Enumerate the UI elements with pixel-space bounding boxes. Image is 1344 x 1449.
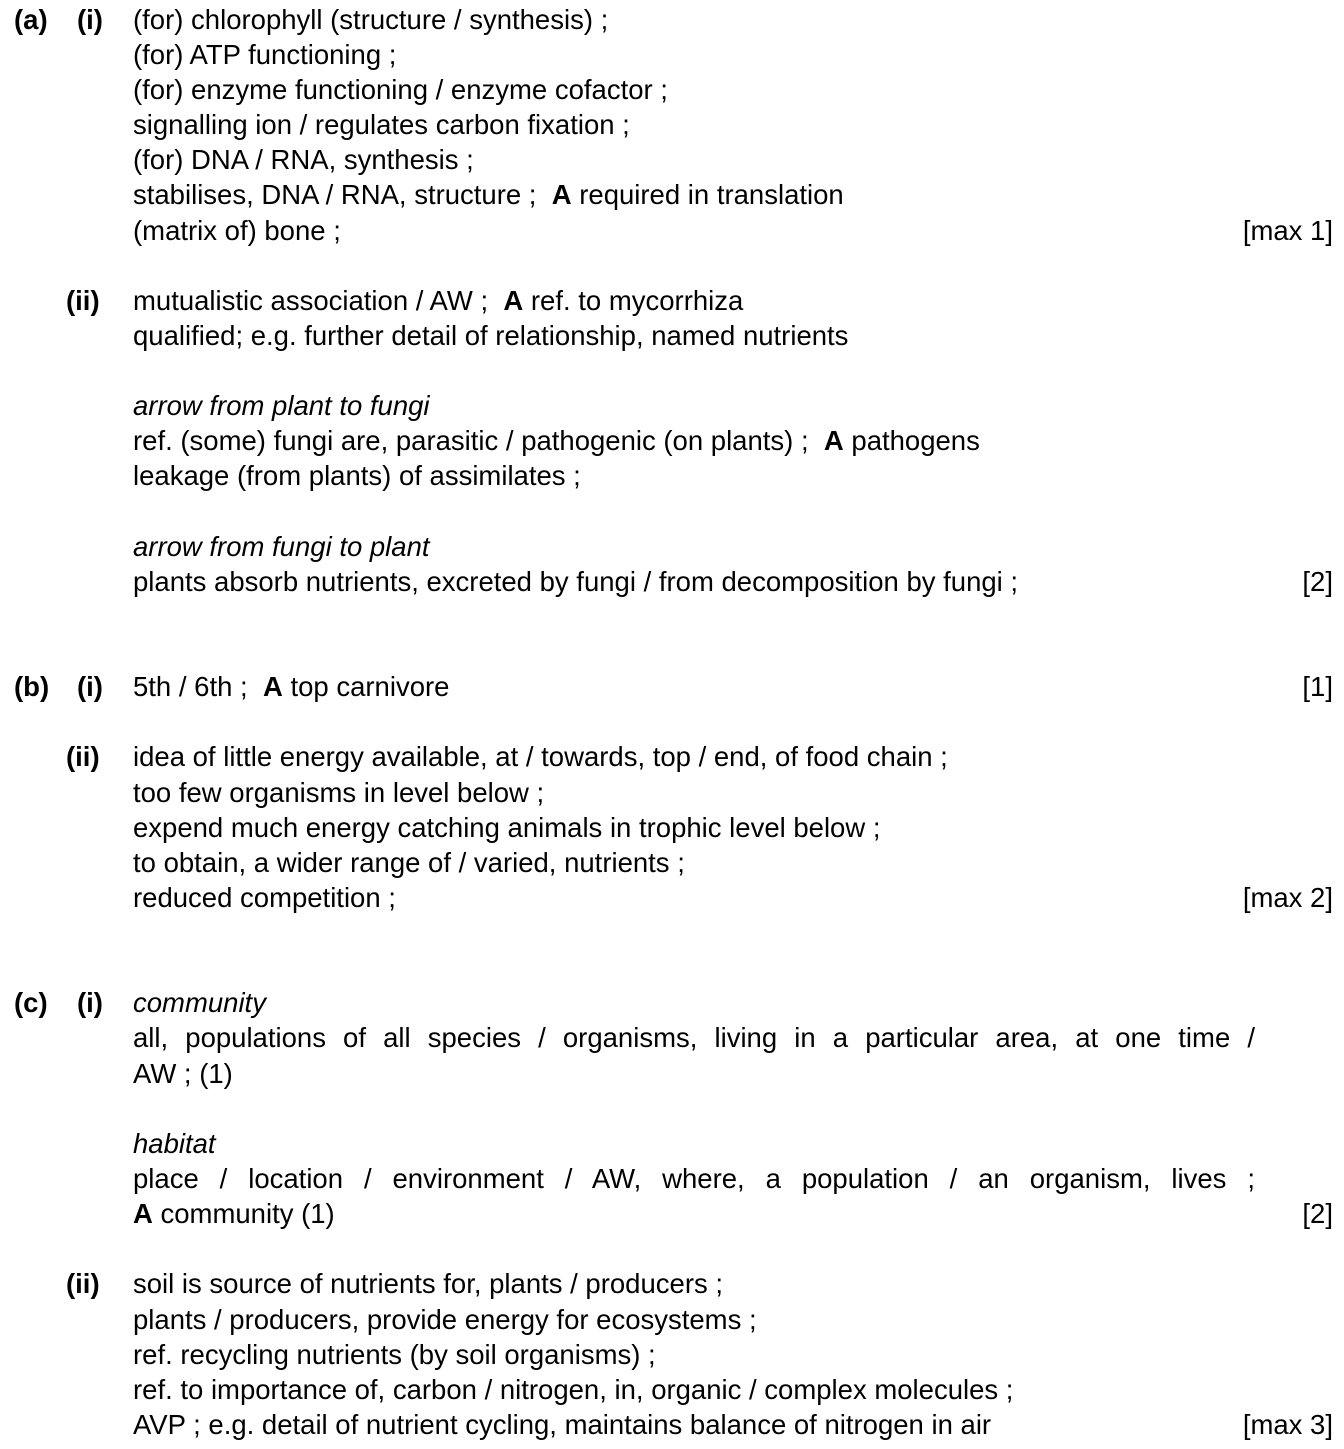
c-i-row-5 xyxy=(0,1161,1344,1196)
a-ii-mark: [2] xyxy=(1302,566,1333,597)
accept-marker: A xyxy=(503,285,524,316)
a-ii-accept-1: ref. to mycorrhiza xyxy=(530,285,744,316)
accept-marker: A xyxy=(823,425,844,456)
accept-marker: A xyxy=(551,179,572,210)
c-ii-answer-4: ref. to importance of, carbon / nitrogen, in, organic / complex molecules ; xyxy=(133,1374,1014,1405)
a-ii-answer-4: leakage (from plants) of assimilates ; xyxy=(133,460,581,491)
a-i-accept-text: required in translation xyxy=(579,179,844,210)
a-ii-heading-2: arrow from fungi to plant xyxy=(133,531,430,562)
accept-marker: A xyxy=(133,1198,153,1229)
a-i-row-4 xyxy=(0,107,1344,142)
a-ii-answer-1: mutualistic association / AW ; xyxy=(133,285,489,316)
c-i-row-6 xyxy=(0,1196,1344,1231)
c-i-row-4 xyxy=(0,1126,1344,1161)
c-ii-label: (ii) xyxy=(66,1268,100,1299)
b-i-accept-text: top carnivore xyxy=(290,671,450,702)
a-ii-answer-2: qualified; e.g. further detail of relationship, named nutrients xyxy=(133,320,849,351)
c-ii-row-2 xyxy=(0,1302,1344,1337)
c-ii-answer-2: plants / producers, provide energy for ecosystems ; xyxy=(133,1304,757,1335)
b-ii-row-3 xyxy=(0,810,1344,845)
b-ii-answer-4: to obtain, a wider range of / varied, nutrients ; xyxy=(133,847,685,878)
c-ii-row-5 xyxy=(0,1407,1344,1442)
a-ii-answer-5: plants absorb nutrients, excreted by fungi / from decomposition by fungi ; xyxy=(133,566,1019,597)
part-a-label: (a) xyxy=(14,4,48,35)
c-i-heading-1: community xyxy=(133,987,266,1018)
a-i-answer-6-wrap xyxy=(133,177,844,212)
c-i-row-3 xyxy=(0,1056,1344,1091)
b-i-mark: [1] xyxy=(1302,671,1333,702)
accept-marker: A xyxy=(262,671,283,702)
c-i-answer-1: all, populations of all species / organisms, living in a particular area, at one time / xyxy=(133,1022,1255,1053)
a-i-row-1 xyxy=(0,2,1344,37)
b-ii-label: (ii) xyxy=(66,741,100,772)
c-ii-answer-5: AVP ; e.g. detail of nutrient cycling, maintains balance of nitrogen in air xyxy=(133,1409,992,1440)
a-ii-heading-1: arrow from plant to fungi xyxy=(133,390,430,421)
a-ii-answer-3-wrap xyxy=(133,423,980,458)
a-i-row-3 xyxy=(0,72,1344,107)
a-ii-accept-3: pathogens xyxy=(851,425,980,456)
c-i-row-1 xyxy=(0,985,1344,1020)
b-ii-mark: [max 2] xyxy=(1242,882,1333,913)
b-ii-row-4 xyxy=(0,845,1344,880)
a-i-row-5 xyxy=(0,142,1344,177)
c-i-answer-4: community (1) xyxy=(160,1198,335,1229)
a-ii-row-7 xyxy=(0,564,1344,599)
c-i-label: (i) xyxy=(77,987,103,1018)
a-i-answer-4: signalling ion / regulates carbon fixation ; xyxy=(133,109,630,140)
a-ii-answer-3: ref. (some) fungi are, parasitic / pathogenic (on plants) ; xyxy=(133,425,809,456)
a-ii-answer-1-wrap xyxy=(133,283,743,318)
a-i-answer-1: (for) chlorophyll (structure / synthesis) ; xyxy=(133,4,609,35)
a-i-answer-6: stabilises, DNA / RNA, structure ; xyxy=(133,179,537,210)
a-i-row-2 xyxy=(0,37,1344,72)
c-ii-row-3 xyxy=(0,1337,1344,1372)
c-ii-mark: [max 3] xyxy=(1242,1409,1333,1440)
a-i-answer-2: (for) ATP functioning ; xyxy=(133,39,397,70)
b-ii-answer-1: idea of little energy available, at / towards, top / end, of food chain ; xyxy=(133,741,948,772)
c-ii-answer-3: ref. recycling nutrients (by soil organisms) ; xyxy=(133,1339,656,1370)
b-ii-answer-3: expend much energy catching animals in trophic level below ; xyxy=(133,812,881,843)
c-i-answer-3: place / location / environment / AW, where, a population / an organism, lives ; xyxy=(133,1163,1255,1194)
b-ii-answer-5: reduced competition ; xyxy=(133,882,396,913)
b-ii-row-1 xyxy=(0,739,1344,774)
c-ii-answer-1: soil is source of nutrients for, plants / producers ; xyxy=(133,1268,724,1299)
a-i-label: (i) xyxy=(77,4,103,35)
a-ii-row-3 xyxy=(0,388,1344,423)
a-ii-row-4 xyxy=(0,423,1344,458)
c-i-heading-2: habitat xyxy=(133,1128,216,1159)
b-ii-row-2 xyxy=(0,775,1344,810)
b-i-row-1 xyxy=(0,669,1344,704)
c-i-mark: [2] xyxy=(1302,1198,1333,1229)
c-i-answer-2: AW ; (1) xyxy=(133,1058,233,1089)
c-i-row-2 xyxy=(0,1020,1344,1055)
c-i-answer-4-wrap xyxy=(133,1196,335,1231)
b-i-label: (i) xyxy=(77,671,103,702)
c-ii-row-1 xyxy=(0,1266,1344,1301)
a-ii-label: (ii) xyxy=(66,285,100,316)
a-ii-row-6 xyxy=(0,529,1344,564)
a-i-row-6 xyxy=(0,177,1344,212)
part-b-label: (b) xyxy=(14,671,50,702)
b-ii-row-5 xyxy=(0,880,1344,915)
b-i-answer-wrap xyxy=(133,669,449,704)
b-i-answer: 5th / 6th ; xyxy=(133,671,248,702)
a-ii-row-1 xyxy=(0,283,1344,318)
a-i-answer-3: (for) enzyme functioning / enzyme cofactor ; xyxy=(133,74,668,105)
a-i-answer-5: (for) DNA / RNA, synthesis ; xyxy=(133,144,474,175)
a-i-row-7 xyxy=(0,213,1344,248)
a-i-mark: [max 1] xyxy=(1242,215,1333,246)
b-ii-answer-2: too few organisms in level below ; xyxy=(133,777,545,808)
a-ii-row-5 xyxy=(0,458,1344,493)
c-ii-row-4 xyxy=(0,1372,1344,1407)
a-ii-row-2 xyxy=(0,318,1344,353)
a-i-answer-7: (matrix of) bone ; xyxy=(133,215,341,246)
part-c-label: (c) xyxy=(14,987,48,1018)
